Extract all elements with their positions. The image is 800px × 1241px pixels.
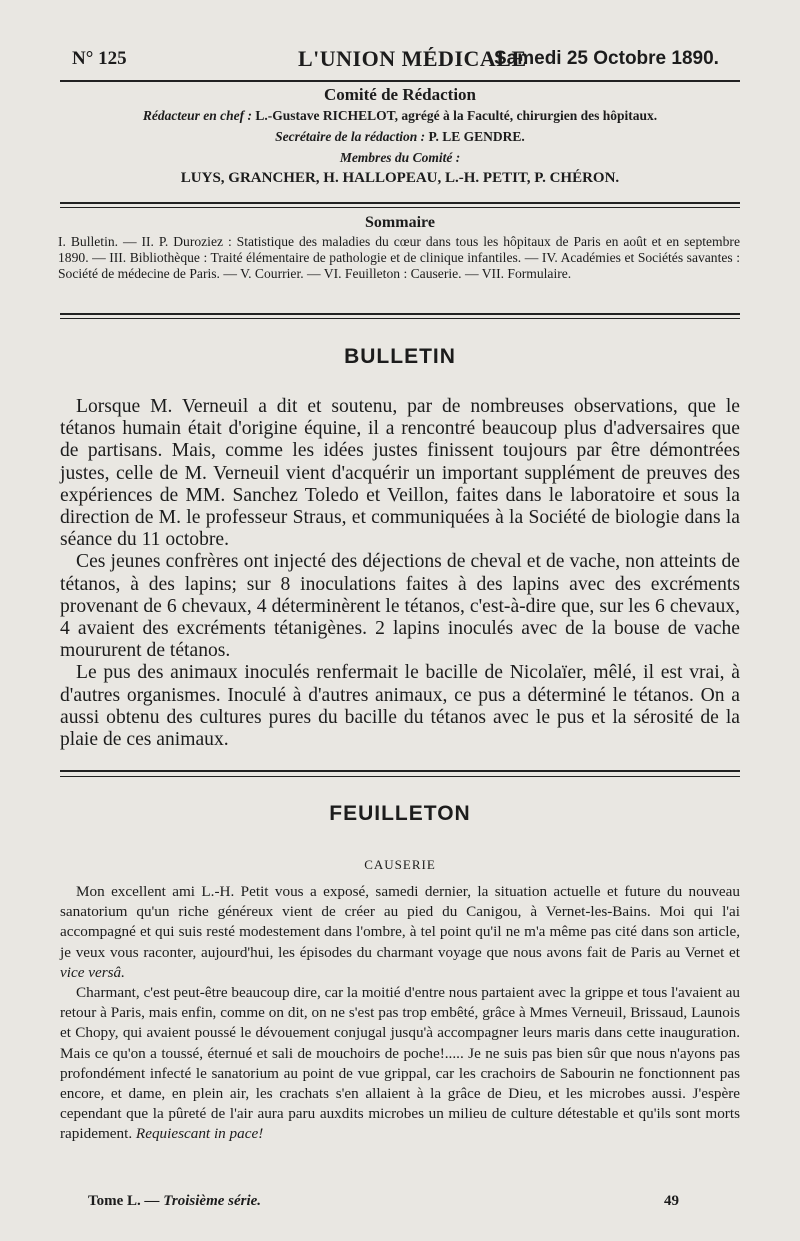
causerie-title: CAUSERIE: [364, 857, 436, 872]
issue-date: Samedi 25 Octobre 1890.: [494, 48, 719, 69]
feuilleton-italic: Requiescant in pace!: [135, 1125, 264, 1143]
feuilleton-rule-2: [60, 776, 740, 777]
footer-volume: [88, 1193, 261, 1210]
sommaire-title: Sommaire: [365, 214, 435, 231]
bulletin-paragraph: Lorsque M. Verneuil a dit et soutenu, par de nombreuses observations, que le tétanos humain était d'origine équine, il a rencontré beaucoup plus d'adversaires que de partisans. Mais, comme les idées justes finissent toujours par être démontrées justes, celle de M. Verneuil vient d'acquérir un important supplément de preuves des expériences de MM. Sanchez Toledo et Veillon, faites dans le laboratoire et sous la direction de M. le professeur Straus, et communiquées à la Société de biologie dans la séance du 11 octobre.: [60, 396, 740, 551]
feuilleton-text: Mon excellent ami L.-H. Petit vous a exposé, samedi dernier, la situation actuelle et future du nouveau sanatorium qu'un riche généreux vient de créer au pied du Canigou, à Vernet-les-Bains. Moi qui l'ai accompagné et qui suis resté modestement dans l'ombre, à tel point qu'il ne m'a même pas cité dans son article, je veux vous raconter, aujourd'hui, les épisodes du charmant voyage que nous avons fait de Paris au Vernet et: [60, 883, 740, 961]
masthead: [70, 42, 738, 78]
bulletin-paragraph: Le pus des animaux inoculés renfermait le bacille de Nicolaïer, mêlé, il est vrai, à d'autres organismes. Inoculé à d'autres animaux, ce pus a déterminé le tétanos. On a aussi obtenu des cultures pures du bacille du tétanos avec le pus et la sérosité de la plaie de ces animaux.: [60, 662, 740, 751]
feuilleton-paragraph: [60, 882, 740, 983]
header-rule: [60, 80, 740, 82]
editor-label: Rédacteur en chef :: [142, 108, 252, 123]
bulletin-body: [60, 396, 740, 751]
secretary-name: P. LE GENDRE.: [428, 129, 525, 144]
members-label-line: [60, 147, 740, 168]
issue-number: N° 125: [72, 48, 127, 69]
committee-rule-1: [60, 202, 740, 204]
series-label: — Troisième série.: [144, 1193, 262, 1209]
members-line: [60, 168, 740, 189]
feuilleton-body: [60, 882, 740, 1145]
bulletin-paragraph: Ces jeunes confrères ont injecté des déjections de cheval et de vache, non atteints de tétanos, à des lapins; sur 8 inoculations faites à des lapins avec des excréments provenant de 6 chevaux, 4 déterminèrent le tétanos, c'est-à-dire que, sur les 6 chevaux, 4 avaient des excréments tétanigènes. 2 lapins inoculés avec de la bouse de vache moururent de tétanos.: [60, 551, 740, 662]
volume-label: Tome L.: [88, 1193, 141, 1209]
secretary-label: Secrétaire de la rédaction :: [275, 129, 426, 144]
sommaire-rule-2: [60, 318, 740, 319]
editor-name: L.-Gustave RICHELOT, agrégé à la Faculté, chirurgien des hôpitaux.: [255, 108, 658, 123]
editorial-committee: [60, 84, 740, 189]
members-names: LUYS, GRANCHER, H. HALLOPEAU, L.-H. PETIT, P. CHÉRON.: [180, 170, 620, 186]
committee-rule-2: [60, 207, 740, 208]
page-number: 49: [664, 1193, 679, 1209]
journal-title: L'UNION MÉDICALE: [298, 46, 527, 71]
feuilleton-paragraph: [60, 983, 740, 1145]
feuilleton-title: FEUILLETON: [329, 802, 471, 825]
members-label: Membres du Comité :: [339, 150, 461, 165]
committee-title: Comité de Rédaction: [323, 85, 477, 104]
bulletin-title: BULLETIN: [344, 345, 456, 368]
sommaire-text: I. Bulletin. — II. P. Duroziez : Statistique des maladies du cœur dans tous les hôpitaux de Paris en août et en septembre 1890. — III. Bibliothèque : Traité élémentaire de pathologie et de clinique infantiles. — IV. Académies et Sociétés savantes : Société de médecine de Paris. — V. Courrier. — VI. Feuilleton : Causerie. — VII. Formulaire.: [58, 234, 740, 281]
feuilleton-text: Charmant, c'est peut-être beaucoup dire, car la moitié d'entre nous partaient avec la grippe et tous l'avaient au retour à Paris, mais enfin, comme on dit, on ne s'est pas trop embêté, grâce à Mmes Verneuil, Brissaud, Launois et Chopy, qui avaient poussé le dévouement conjugal jusqu'à accompagner leurs maris dans cette inauguration. Mais ce qu'on a toussé, éternué et sali de mouchoirs de poche!..... Je ne suis pas bien sûr que nous n'ayons pas profondément infecté le sanatorium au point de vue grippal, car les crachoirs de Sabourin ne fonctionnent pas encore, et dame, en plein air, les crachats s'en allaient à la grâce de Dieu, et les microbes aussi. J'espère cependant que la pûreté de l'air aura paru auxdits microbes un milieu de culture détestable et qu'ils sont morts rapidement.: [60, 984, 740, 1143]
editor-line: [60, 105, 740, 126]
secretary-line: [60, 126, 740, 147]
feuilleton-rule-1: [60, 770, 740, 772]
sommaire-rule-1: [60, 313, 740, 315]
feuilleton-italic: vice versâ.: [60, 963, 125, 981]
